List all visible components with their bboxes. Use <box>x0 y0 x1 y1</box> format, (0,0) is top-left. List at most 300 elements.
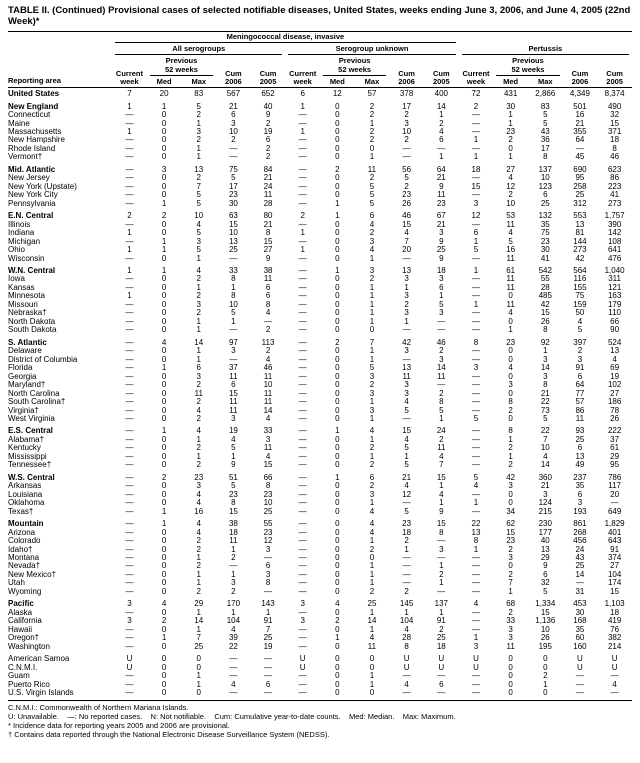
value-cell: — <box>298 152 307 162</box>
value-cell: 3 <box>439 308 444 318</box>
value-cell: 97 <box>228 337 238 347</box>
value-cell: 1 <box>127 228 132 238</box>
table-row <box>8 596 632 608</box>
value-cell: 0 <box>161 569 167 579</box>
value-cell: 2 <box>369 135 375 145</box>
value-cell: 1 <box>439 578 444 588</box>
value-cell: 652 <box>261 89 275 99</box>
value-cell: — <box>229 152 238 162</box>
reporting-area-cell: Wisconsin <box>8 254 45 263</box>
value-cell: 73 <box>540 405 550 415</box>
value-cell: 1 <box>404 316 409 326</box>
value-cell: 2 <box>335 616 340 626</box>
value-cell: 55 <box>263 519 273 529</box>
value-cell: 72 <box>471 89 481 99</box>
value-cell: 1 <box>473 498 479 508</box>
value-cell: — <box>298 443 307 453</box>
value-cell: 9 <box>231 460 236 470</box>
value-cell: 6 <box>577 371 583 381</box>
value-cell: 13 <box>402 266 412 275</box>
value-cell: 0 <box>335 578 340 588</box>
value-cell: 15 <box>228 388 238 398</box>
value-cell: — <box>575 578 584 588</box>
value-cell: 2 <box>473 101 479 111</box>
value-cell: 1 <box>161 236 167 246</box>
value-cell: 0 <box>335 654 340 664</box>
value-cell: 104 <box>607 569 622 579</box>
value-cell: 2 <box>404 135 409 145</box>
value-cell: — <box>437 380 446 390</box>
value-cell: 0 <box>508 354 513 364</box>
value-cell: 0 <box>196 654 201 664</box>
reporting-area-cell: Georgia <box>8 372 37 381</box>
value-cell: 35 <box>575 481 585 491</box>
value-cell: 28 <box>540 282 550 292</box>
column-header-cum-2005: Cum 2005 <box>597 56 632 87</box>
value-cell: 27 <box>610 561 620 571</box>
value-cell: 3 <box>196 371 201 381</box>
value-cell: 2 <box>508 190 513 200</box>
reporting-area-cell: U.S. Virgin Islands <box>8 689 74 698</box>
value-cell: 56 <box>402 164 412 174</box>
value-cell: 1 <box>369 679 375 689</box>
value-cell: 0 <box>161 325 167 335</box>
value-cell: 11 <box>506 299 515 309</box>
value-cell: 10 <box>540 173 550 183</box>
reporting-area-cell: W.N. Central <box>8 266 56 275</box>
table-row <box>8 120 632 128</box>
value-cell: 5 <box>404 443 409 453</box>
value-cell: 4 <box>577 316 583 326</box>
value-cell: 1 <box>439 152 444 162</box>
table-row <box>8 436 632 444</box>
value-cell: — <box>298 354 307 364</box>
table-row <box>8 617 632 625</box>
value-cell: 0 <box>161 624 167 634</box>
value-cell: — <box>125 472 134 482</box>
value-cell: — <box>575 143 584 153</box>
value-cell: 5 <box>543 413 548 423</box>
value-cell: 17 <box>402 101 412 111</box>
value-cell: 223 <box>607 181 622 191</box>
value-cell: 0 <box>161 308 167 318</box>
value-cell: — <box>125 519 134 529</box>
value-cell: — <box>125 443 134 453</box>
value-cell: 0 <box>196 662 201 672</box>
value-cell: 3 <box>300 599 305 609</box>
value-cell: 0 <box>335 308 340 318</box>
value-cell: 273 <box>607 198 622 208</box>
value-cell: 21 <box>540 481 550 491</box>
reporting-area-cell: Massachusetts <box>8 127 62 136</box>
value-cell: 14 <box>194 616 204 626</box>
value-cell: 1 <box>196 346 201 356</box>
value-cell: 25 <box>540 198 550 208</box>
reporting-area-cell: American Samoa <box>8 654 70 664</box>
value-cell: 80 <box>263 211 273 221</box>
value-cell: — <box>298 371 307 381</box>
value-cell: 91 <box>610 544 620 554</box>
value-cell: 21 <box>402 472 412 482</box>
value-cell: 2 <box>404 299 409 309</box>
value-cell: U <box>438 662 445 672</box>
value-cell: 11 <box>437 443 446 453</box>
value-cell: 132 <box>538 211 552 221</box>
value-cell: 4 <box>196 527 201 537</box>
table-row <box>8 136 632 144</box>
value-cell: — <box>298 569 307 579</box>
table-row <box>8 453 632 461</box>
value-cell: 24 <box>436 426 446 436</box>
value-cell: — <box>298 337 307 347</box>
value-cell: 5 <box>369 181 375 191</box>
value-cell: 1 <box>404 451 409 461</box>
value-cell: 7 <box>508 578 513 588</box>
value-cell: 22 <box>540 397 550 407</box>
value-cell: 5 <box>473 472 479 482</box>
value-cell: 4 <box>161 599 167 609</box>
column-header-cum-2005: Cum 2005 <box>251 56 286 87</box>
value-cell: 0 <box>161 181 167 191</box>
reporting-area-cell: Washington <box>8 642 50 651</box>
value-cell: 4 <box>196 219 201 229</box>
reporting-area-cell: S. Atlantic <box>8 337 47 347</box>
value-cell: U <box>299 654 306 664</box>
reporting-area-cell: Ohio <box>8 246 25 255</box>
value-cell: 397 <box>573 337 587 347</box>
value-cell: 32 <box>540 578 550 588</box>
value-cell: 0 <box>369 654 375 664</box>
value-cell: 1 <box>196 624 201 634</box>
value-cell: 11 <box>229 405 238 415</box>
value-cell: 10 <box>228 228 238 238</box>
value-cell: 86 <box>610 173 620 183</box>
value-cell: 2 <box>369 443 375 453</box>
value-cell: 26 <box>402 198 412 208</box>
value-cell: 18 <box>610 135 620 145</box>
value-cell: 1 <box>196 434 201 444</box>
value-cell: 0 <box>508 498 513 508</box>
value-cell: 83 <box>540 101 550 111</box>
value-cell: — <box>472 274 480 284</box>
value-cell: — <box>125 316 134 326</box>
value-cell: 1 <box>508 451 513 461</box>
value-cell: — <box>298 181 307 191</box>
value-cell: — <box>229 354 238 364</box>
reporting-area-cell: Louisiana <box>8 490 43 499</box>
value-cell: — <box>125 110 134 120</box>
value-cell: U <box>577 662 583 672</box>
value-cell: U <box>299 662 306 672</box>
value-cell: 38 <box>228 519 238 529</box>
value-cell: 4 <box>335 599 340 609</box>
value-cell: 4 <box>196 519 201 529</box>
value-cell: 8 <box>508 397 513 407</box>
value-cell: 104 <box>399 616 414 626</box>
value-cell: — <box>298 434 307 444</box>
value-cell: 0 <box>161 553 167 562</box>
value-cell: 1 <box>369 413 375 423</box>
value-cell: — <box>298 253 307 263</box>
value-cell: 0 <box>161 641 167 651</box>
value-cell: 2 <box>231 135 236 145</box>
table-row <box>8 398 632 406</box>
table-header <box>8 32 632 88</box>
value-cell: 30 <box>228 198 238 208</box>
value-cell: 2 <box>369 586 375 596</box>
reporting-area-cell: Puerto Rico <box>8 680 50 689</box>
value-cell: 23 <box>506 337 516 347</box>
value-cell: 25 <box>263 506 273 516</box>
value-cell: — <box>125 397 134 407</box>
value-cell: 1 <box>300 228 305 238</box>
value-cell: 0 <box>335 245 340 255</box>
value-cell: 1 <box>300 126 305 136</box>
value-cell: 4 <box>231 624 236 634</box>
table-row <box>8 643 632 651</box>
value-cell: 3 <box>577 354 583 364</box>
value-cell: 84 <box>263 164 273 174</box>
value-cell: 5 <box>231 443 236 453</box>
value-cell: 1 <box>231 451 236 461</box>
value-cell: 61 <box>506 266 516 275</box>
value-cell: 5 <box>404 173 409 183</box>
value-cell: 5 <box>231 481 236 491</box>
value-cell: 4 <box>231 434 236 444</box>
value-cell: 10 <box>263 380 273 390</box>
value-cell: 2 <box>196 380 201 390</box>
table-row <box>8 221 632 229</box>
value-cell: 31 <box>575 586 585 596</box>
value-cell: 3 <box>369 405 375 415</box>
value-cell: 8 <box>404 641 409 651</box>
value-cell: 28 <box>402 633 412 643</box>
value-cell: 1 <box>161 506 167 516</box>
value-cell: 143 <box>261 599 275 609</box>
value-cell: 33 <box>506 616 516 626</box>
value-cell: — <box>472 354 480 364</box>
table-row <box>8 579 632 587</box>
value-cell: — <box>298 397 307 407</box>
value-cell: 66 <box>263 472 273 482</box>
value-cell: 11 <box>229 397 238 407</box>
value-cell: 214 <box>607 641 622 651</box>
value-cell: — <box>610 498 619 508</box>
table-row <box>8 373 632 381</box>
value-cell: 0 <box>161 397 167 407</box>
value-cell: 0 <box>508 662 513 672</box>
value-cell: 64 <box>575 135 585 145</box>
column-header-max: Max <box>355 77 390 88</box>
value-cell: 2 <box>439 434 444 444</box>
table-row <box>8 529 632 537</box>
value-cell: 4 <box>404 679 409 689</box>
value-cell: 6 <box>369 211 375 221</box>
value-cell: — <box>402 569 411 579</box>
value-cell: 1 <box>439 498 444 508</box>
value-cell: — <box>125 190 134 200</box>
value-cell: 33 <box>228 266 238 275</box>
value-cell: — <box>125 181 134 191</box>
value-cell: 2 <box>196 443 201 453</box>
value-cell: 9 <box>439 181 444 191</box>
value-cell: 6 <box>300 89 305 99</box>
value-cell: 110 <box>608 308 621 318</box>
value-cell: 42 <box>402 337 412 347</box>
value-cell: 22 <box>228 641 238 651</box>
value-cell: 36 <box>540 135 550 145</box>
value-cell: 14 <box>263 405 273 415</box>
value-cell: 4 <box>369 506 375 516</box>
value-cell: 23 <box>263 527 273 537</box>
value-cell: 2,866 <box>535 89 556 99</box>
value-cell: — <box>125 460 134 470</box>
value-cell: 2 <box>439 569 444 579</box>
value-cell: 4 <box>439 451 444 461</box>
value-cell: 1 <box>335 426 340 436</box>
value-cell: 0 <box>161 586 167 596</box>
value-cell: 186 <box>607 397 622 407</box>
value-cell: 13 <box>194 164 204 174</box>
value-cell: 0 <box>335 498 340 508</box>
value-cell: — <box>264 654 273 664</box>
value-cell: 0 <box>335 126 340 136</box>
value-cell: 29 <box>540 553 550 562</box>
value-cell: — <box>229 561 238 571</box>
value-cell: 2 <box>439 388 444 398</box>
value-cell: 1 <box>508 586 513 596</box>
value-cell: 0 <box>335 316 340 326</box>
value-cell: 0 <box>335 299 340 309</box>
value-cell: 1 <box>369 354 375 364</box>
value-cell: 8 <box>231 498 236 508</box>
value-cell: 3 <box>508 481 513 491</box>
value-cell: 0 <box>161 274 167 284</box>
value-cell: — <box>402 152 411 162</box>
value-cell: — <box>298 527 307 537</box>
footnote-nedss: † Contains data reported through the National Electronic Disease Surveillance System (NEDSS). <box>8 729 330 739</box>
value-cell: 2 <box>404 586 409 596</box>
value-cell: 8 <box>543 380 548 390</box>
value-cell: 0 <box>161 316 167 326</box>
value-cell: 643 <box>607 536 622 546</box>
value-cell: — <box>125 380 134 390</box>
value-cell: 21 <box>436 173 446 183</box>
value-cell: 11 <box>263 371 273 381</box>
value-cell: — <box>125 274 134 284</box>
value-cell: 1,136 <box>535 616 556 626</box>
reporting-area-cell: Mid. Atlantic <box>8 164 56 174</box>
value-cell: 0 <box>335 671 340 681</box>
value-cell: — <box>298 110 307 120</box>
value-cell: — <box>125 426 134 436</box>
value-cell: 0 <box>543 654 548 664</box>
value-cell: 1 <box>473 633 479 643</box>
value-cell: 0 <box>161 190 167 200</box>
value-cell: 9 <box>543 561 548 571</box>
value-cell: — <box>472 426 480 436</box>
value-cell: 0 <box>161 413 167 423</box>
value-cell: — <box>472 291 480 301</box>
value-cell: 177 <box>538 527 552 537</box>
reporting-area-cell: Minnesota <box>8 292 45 301</box>
value-cell: 4 <box>612 354 617 364</box>
value-cell: — <box>298 607 307 617</box>
value-cell: 1 <box>196 569 201 579</box>
value-cell: 2 <box>369 274 375 284</box>
value-cell: — <box>264 671 273 681</box>
reporting-area-cell: W.S. Central <box>8 472 55 482</box>
reporting-area-cell: Rhode Island <box>8 144 56 153</box>
value-cell: 3 <box>265 544 271 554</box>
reporting-area-cell: Maryland† <box>8 381 46 390</box>
value-cell: 2 <box>196 460 201 470</box>
value-cell: 75 <box>540 228 550 238</box>
value-cell: 0 <box>335 405 340 415</box>
value-cell: 2 <box>127 211 132 221</box>
value-cell: 1 <box>127 245 132 255</box>
value-cell: 45 <box>575 152 585 162</box>
reporting-area-cell: Guam <box>8 672 30 681</box>
previous-52-label: Previous 52 weeks <box>323 57 386 76</box>
value-cell: 15 <box>228 219 238 229</box>
value-cell: 11 <box>229 536 238 546</box>
table-row <box>8 183 632 191</box>
value-cell: 0 <box>335 413 340 423</box>
value-cell: — <box>437 536 446 546</box>
value-cell: 4,349 <box>569 89 590 99</box>
value-cell: 18 <box>228 527 238 537</box>
value-cell: 6 <box>265 282 271 292</box>
value-cell: — <box>125 586 134 596</box>
value-cell: 0 <box>161 688 167 698</box>
value-cell: 490 <box>607 101 622 111</box>
value-cell: 0 <box>335 135 340 145</box>
value-cell: 24 <box>575 544 585 554</box>
value-cell: 8 <box>612 143 617 153</box>
reporting-area-cell: West Virginia <box>8 414 55 423</box>
group-label: Serogroup unknown <box>288 45 455 55</box>
value-cell: — <box>298 489 307 499</box>
value-cell: — <box>125 451 134 461</box>
value-cell: 6 <box>231 380 236 390</box>
reporting-area-cell: Delaware <box>8 347 42 356</box>
value-cell: 1 <box>161 101 167 111</box>
value-cell: — <box>125 434 134 444</box>
group-label: All serogroups <box>115 45 282 55</box>
value-cell: 10 <box>506 198 516 208</box>
value-cell: 0 <box>508 489 513 499</box>
value-cell: — <box>402 688 411 698</box>
value-cell: 1 <box>231 316 236 326</box>
value-cell: 170 <box>226 599 241 609</box>
value-cell: 11 <box>437 371 446 381</box>
value-cell: 20 <box>402 245 412 255</box>
value-cell: — <box>229 688 238 698</box>
value-cell: 2 <box>161 211 167 221</box>
value-cell: — <box>125 527 134 537</box>
reporting-area-cell: Idaho† <box>8 545 33 554</box>
value-cell: 1,757 <box>604 211 625 221</box>
value-cell: — <box>437 671 446 681</box>
value-cell: 1 <box>300 101 305 111</box>
reporting-area-cell: Oklahoma <box>8 499 45 508</box>
value-cell: 1 <box>196 451 201 461</box>
reporting-area-cell: Indiana <box>8 229 35 238</box>
value-cell: 6 <box>543 569 548 579</box>
value-cell: — <box>472 173 480 183</box>
value-cell: 46 <box>436 337 446 347</box>
